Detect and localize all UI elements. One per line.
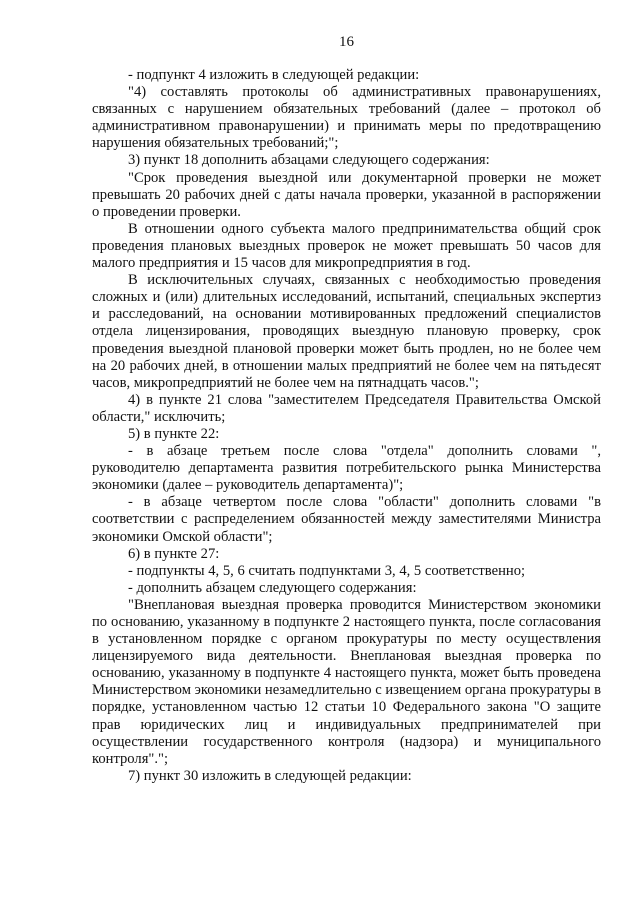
document-body (92, 67, 601, 785)
paragraph: - в абзаце третьем после слова "отдела" дополнить словами ", руководителю департамента развития потребительского рынка Министерства экономики (далее – руководитель департамента)"; (92, 443, 601, 494)
paragraph: В отношении одного субъекта малого предпринимательства общий срок проведения плановых выездных проверок не может превышать 50 часов для малого предприятия и 15 часов для микропредприятия в год. (92, 220, 601, 272)
paragraph: "Срок проведения выездной или документарной проверки не может превышать 20 рабочих дней с даты начала проверки, указанной в распоряжении о проведении проверки. (92, 169, 601, 220)
paragraph: 4) в пункте 21 слова "заместителем Председателя Правительства Омской области," исключить; (92, 391, 601, 425)
paragraph: - в абзаце четвертом после слова "области" дополнить словами "в соответствии с распределением обязанностей между заместителями Министра экономики Омской области"; (92, 494, 601, 545)
paragraph: "Внеплановая выездная проверка проводится Министерством экономики по основанию, указанному в подпункте 2 настоящего пункта, после согласования в установленном порядке с органом прокуратуры по месту осуществления лицензируемого вида деятельности. Внеплановая выездная проверка по основанию, указанному в подпункте 4 настоящего пункта, может быть проведена Министерством экономики незамедлительно с извещением органа прокуратуры в порядке, установленном частью 12 статьи 10 Федерального закона "О защите прав юридических лиц и индивидуальных предпринимателей при осуществлении государственного контроля (надзора) и муниципального контроля"."; (92, 596, 601, 767)
paragraph: 3) пункт 18 дополнить абзацами следующего содержания: (128, 152, 490, 169)
paragraph: 6) в пункте 27: (128, 545, 220, 562)
page-number: 16 (339, 34, 354, 50)
paragraph: 5) в пункте 22: (128, 425, 220, 442)
paragraph: - подпункт 4 изложить в следующей редакции: (128, 67, 420, 83)
paragraph: - подпункты 4, 5, 6 считать подпунктами 3, 4, 5 соответственно; (128, 562, 526, 579)
paragraph: - дополнить абзацем следующего содержания: (128, 579, 417, 596)
paragraph: В исключительных случаях, связанных с необходимостью проведения сложных и (или) длительных исследований, испытаний, специальных экспертиз и расследований, на основании мотивированных предложений специалистов отдела лицензирования, проводящих выездную плановую проверку, срок проведения выездной плановой проверки может быть продлен, но не более чем на 20 рабочих дней, в отношении малых предприятий не более чем на пятьдесят часов, микропредприятий не более чем на пятнадцать часов."; (92, 272, 601, 391)
paragraph: "4) составлять протоколы об административных правонарушениях, связанных с нарушением обязательных требований (далее – протокол об административном правонарушении) и принимать меры по предотвращению нарушения обязательных требований;"; (92, 84, 601, 152)
paragraph: 7) пункт 30 изложить в следующей редакции: (128, 767, 412, 784)
